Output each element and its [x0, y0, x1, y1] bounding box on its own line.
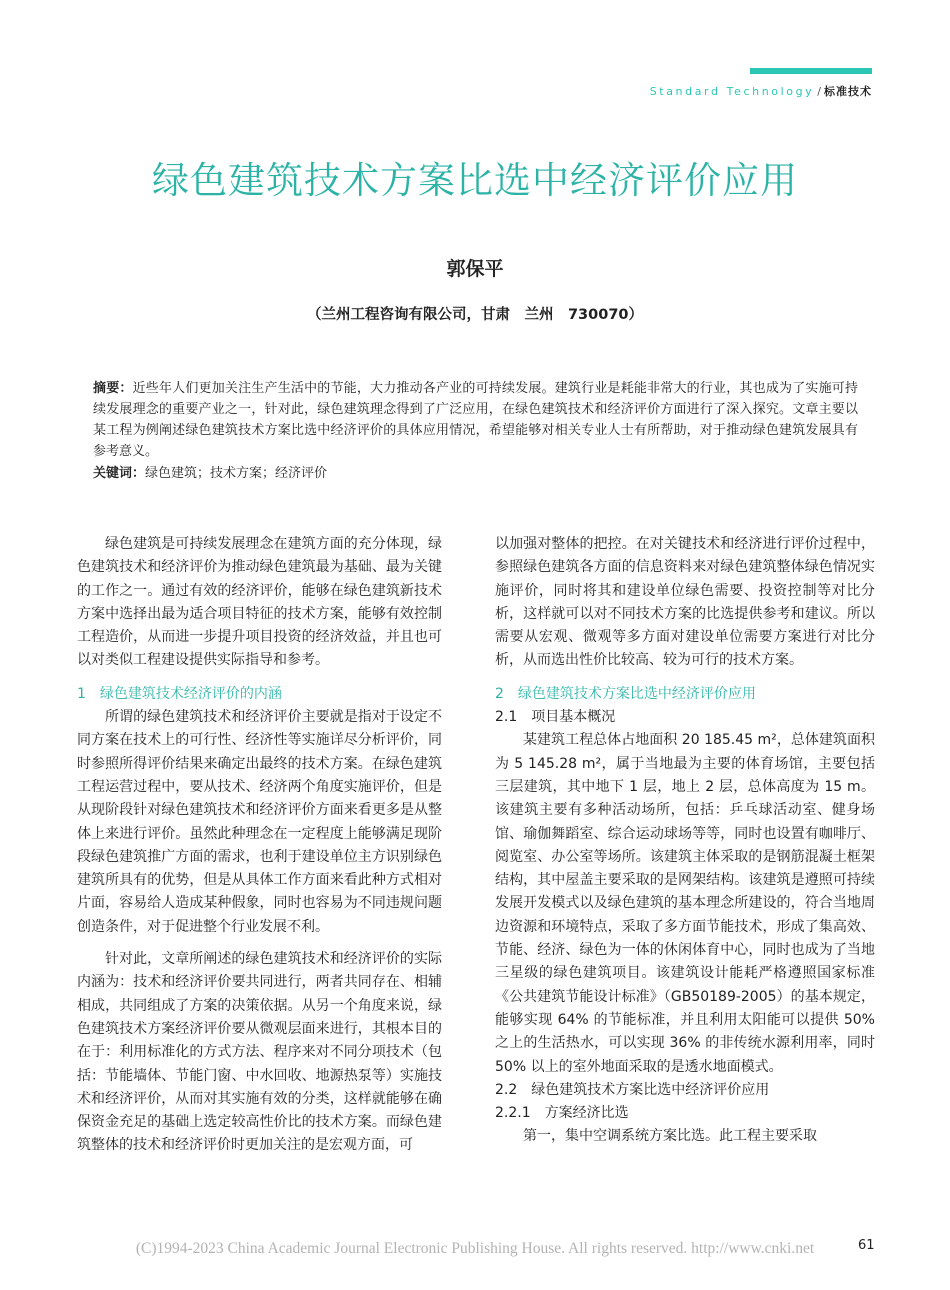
subsection-2-2-heading: 2.2 绿色建筑技术方案比选中经济评价应用 [495, 1081, 770, 1098]
continuation-paragraph: 以加强对整体的把控。在对关键技术和经济进行评价过程中，参照绿色建筑各方面的信息资料来对绿色建筑整体绿色情况实施评价，同时将其和建设单位绿色需要、投资控制等对比分析，这样就可以对不同技术方案的比选提供参考和建议。所以需要从宏观、微观等多方面对建设单位需要方案进行对比分析，从而选出性价比较高、较为可行的技术方案。 [495, 536, 875, 669]
subsection-2-2-1-paragraph: 第一，集中空调系统方案比选。此工程主要采取 [523, 1128, 817, 1145]
subsection-2-2-1-heading: 2.2.1 方案经济比选 [495, 1105, 629, 1122]
article-affiliation: （兰州工程咨询有限公司，甘肃 兰州 730070） [306, 307, 644, 323]
article-author: 郭保平 [446, 258, 504, 280]
abstract-text: 近些年人们更加关注生产生活中的节能，大力推动各产业的可持续发展。建筑行业是耗能非常大的行业，其也成为了实施可持续发展理念的重要产业之一，针对此，绿色建筑理念得到了广泛应用，在绿色建筑技术和经济评价方面进行了深入探究。文章主要以某工程为例阐述绿色建筑技术方案比选中经济评价的具体应用情况，希望能够对相关专业人士有所帮助，对于推动绿色建筑发展具有参考意义。 [93, 381, 858, 459]
keywords-label: 关键词： [93, 466, 146, 481]
right-column [495, 533, 875, 1149]
abstract-label: 摘要： [93, 381, 133, 396]
keywords-text: 绿色建筑；技术方案；经济评价 [145, 466, 328, 481]
left-column [77, 533, 442, 1158]
keywords [93, 463, 858, 484]
section-1-heading: 1 绿色建筑技术经济评价的内涵 [77, 685, 282, 702]
section-1-paragraph-1: 所谓的绿色建筑技术和经济评价主要就是指对于设定不同方案在技术上的可行性、经济性等实施详尽分析评价，同时参照所得评价结果来确定出最终的技术方案。在绿色建筑工程运营过程中，要从技术、经济两个角度实施评价，但是从现阶段针对绿色建筑技术和经济评价方面来看更多是从整体上来进行评价。虽然此种理念在一定程度上能够满足现阶段绿色建筑推广方面的需求，也利于建设单位主方识别绿色建筑所具有的优势，但是从具体工作方面来看此种方式相对片面，容易给人造成某种假象，同时也容易为不同违规问题创造条件，对于促进整个行业发展不利。 [77, 709, 442, 935]
subsection-2-1-paragraph: 某建筑工程总体占地面积 20 185.45 m²，总体建筑面积为 5 145.28 m²，属于当地最为主要的体育场馆，主要包括三层建筑，其中地下 1 层，地上 2 层，总体高度为 15 m。该建筑主要有多种活动场所，包括：乒乓球活动室、健身场馆、瑜伽舞蹈室、综合运动球场等等，同时也设置有咖啡厅、阅览室、办公室等场所。该建筑主体采取的是钢筋混凝土框架结构，其中屋盖主要采取的是网架结构。该建筑是遵照可持续发展开发模式以及绿色建筑的基本理念所建设的，符合当地周边资源和环境特点，采取了多方面节能技术，形成了集高效、节能、经济、绿色为一体的休闲体育中心，同时也成为了当地三星级的绿色建筑项目。该建筑设计能耗严格遵照国家标准《公共建筑节能设计标准》（GB50189-2005）的基本规定，能够实现 64% 的节能标准，并且利用太阳能可以提供 50% 之上的生活热水，可以实现 36% 的非传统水源利用率，同时 50% 以上的室外地面采取的是透水地面模式。 [495, 732, 875, 1075]
page-number: 61 [858, 1238, 875, 1253]
header-accent-bar [750, 68, 872, 74]
subsection-2-1-heading: 2.1 项目基本概况 [495, 709, 616, 726]
intro-paragraph: 绿色建筑是可持续发展理念在建筑方面的充分体现，绿色建筑技术和经济评价为推动绿色建筑最为基础、最为关键的工作之一。通过有效的经济评价，能够在绿色建筑新技术方案中选择出最为适合项目特征的技术方案，能够有效控制工程造价，从而进一步提升项目投资的经济效益，并且也可以对类似工程建设提供实际指导和参考。 [77, 536, 442, 669]
section-tag-en: Standard Technology [649, 85, 815, 98]
section-tag-slash: / [817, 85, 821, 98]
section-tag-zh: 标准技术 [824, 85, 872, 98]
section-tag [650, 83, 872, 99]
abstract [93, 378, 858, 462]
section-2-heading: 2 绿色建筑技术方案比选中经济评价应用 [495, 685, 756, 702]
copyright-text: (C)1994-2023 China Academic Journal Electronic Publishing House. All rights reserved. http://www.cnki.net [135, 1240, 815, 1257]
section-1-paragraph-2: 针对此，文章所阐述的绿色建筑技术和经济评价的实际内涵为：技术和经济评价要共同进行，两者共同存在、相辅相成，共同组成了方案的决策依据。从另一个角度来说，绿色建筑技术方案经济评价要从微观层面来进行，其根本目的在于：利用标准化的方式方法、程序来对不同分项技术（包括：节能墙体、节能门窗、中水回收、地源热泵等）实施技术和经济评价，从而对其实施有效的分类，这样就能够在确保资金充足的基础上选定较高性价比的技术方案。而绿色建筑整体的技术和经济评价时更加关注的是宏观方面，可 [77, 951, 442, 1154]
article-title: 绿色建筑技术方案比选中经济评价应用 [152, 159, 798, 202]
